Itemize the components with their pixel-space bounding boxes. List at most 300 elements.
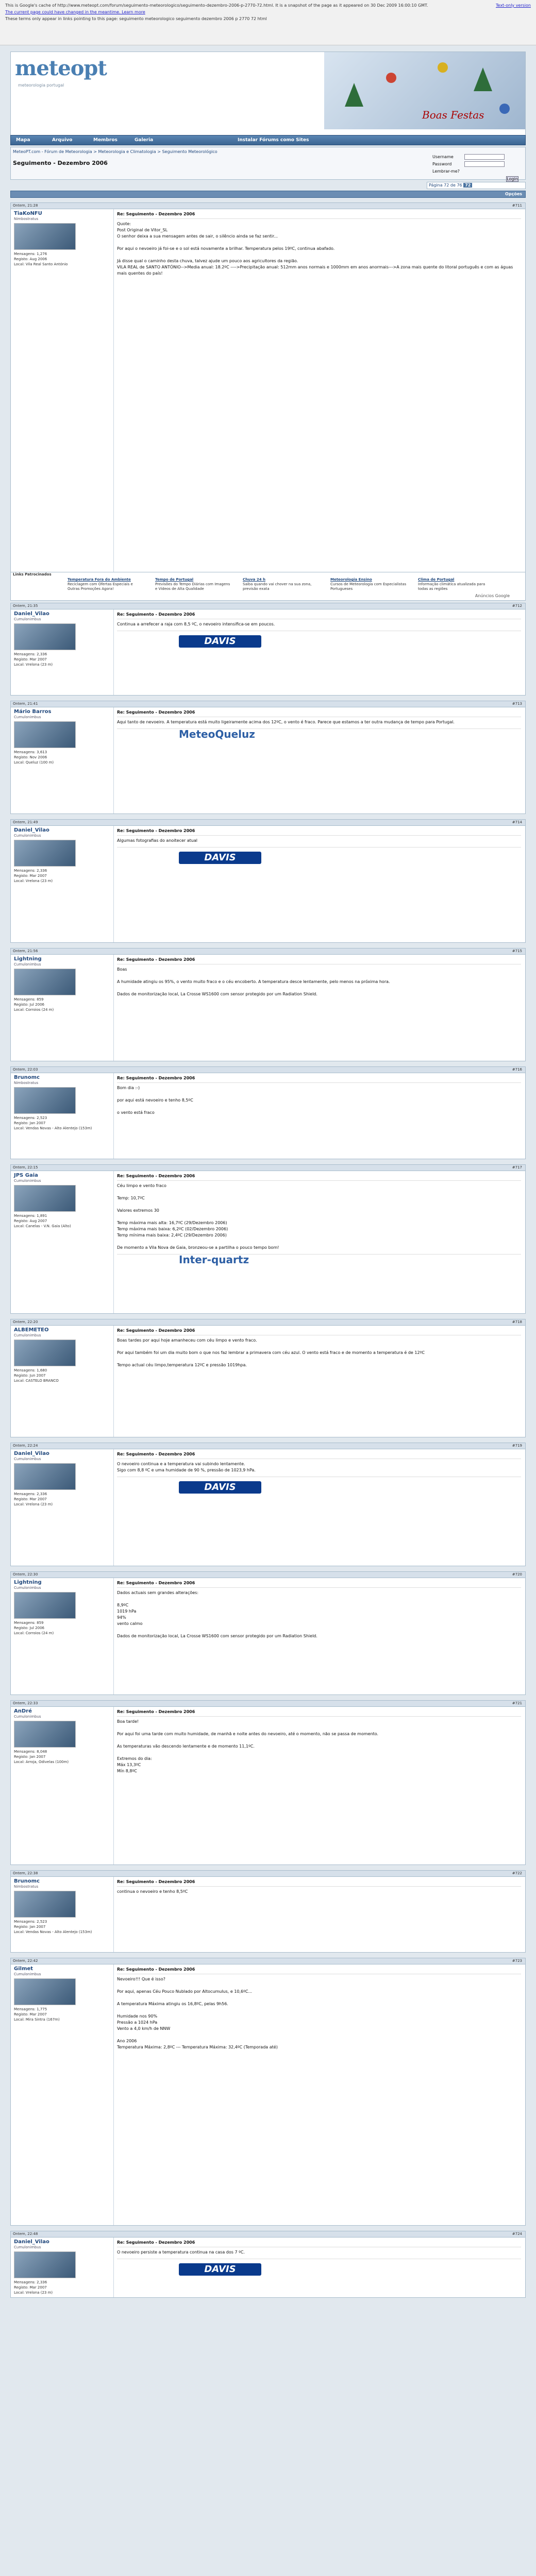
author-reg: Registo: Mar 2007 <box>14 657 47 662</box>
post-line: Pressão a 1024 hPa <box>117 2020 158 2025</box>
author-avatar <box>14 1978 76 2005</box>
post-header <box>11 1165 525 1171</box>
ad-cell[interactable] <box>330 578 408 591</box>
post-line: Bom dia :-) <box>117 1086 140 1090</box>
author-loc: Local: Canelas - V.N. Gaia (Alto) <box>14 1224 71 1228</box>
post-title: Re: Seguimento - Dezembro 2006 <box>117 709 521 717</box>
post-body <box>117 1709 521 1774</box>
post-line: Algumas fotografias do anoitecer atual <box>117 838 197 843</box>
author-reg: Registo: Jul 2006 <box>14 1626 44 1630</box>
author-reg: Registo: Aug 2006 <box>14 257 47 261</box>
username-input[interactable] <box>464 154 505 160</box>
post-number[interactable]: #714 <box>512 820 522 824</box>
post-body <box>117 612 521 648</box>
ad-title[interactable]: Meteorologia Ensino <box>330 578 372 582</box>
page-count: Página 72 de 76 <box>429 183 462 188</box>
author-reg: Registo: Jan 2007 <box>14 1755 46 1759</box>
ad-cell[interactable] <box>243 578 320 591</box>
author-avatar <box>14 721 76 748</box>
top-navbar <box>10 135 526 145</box>
post-line: Aqui tanto de nevoeiro. A temperatura está muito ligeiramente acima dos 12ºC, o vento é fraco. Parece que estamos a ter outra mudança de tempo para Portugal. <box>117 720 455 724</box>
author-reg: Registo: Nov 2006 <box>14 755 47 759</box>
post-author-panel <box>11 826 114 942</box>
post-line: Boas <box>117 967 127 972</box>
post-line: o vento está fraco <box>117 1110 155 1115</box>
post <box>10 1066 526 1159</box>
author-avatar <box>14 1592 76 1619</box>
author-rank: Cumulonimbus <box>14 1179 41 1183</box>
pagination-top <box>427 182 526 189</box>
post-number[interactable]: #724 <box>512 2232 522 2236</box>
author-reg: Registo: Mar 2007 <box>14 2285 47 2290</box>
password-input[interactable] <box>464 161 505 167</box>
post-line: Já disse qual o caminho desta chuva, talvez ajude um pouco aos agricultores da região. <box>117 259 298 263</box>
author-reg: Registo: Jul 2006 <box>14 1003 44 1007</box>
post-line: O nevoeiro continua e a temperatura vai subindo lentamente. <box>117 1462 245 1466</box>
ad-text: Informação climática atualizada para todas as regiões <box>418 582 485 591</box>
post-title: Re: Seguimento - Dezembro 2006 <box>117 1075 521 1083</box>
post-line <box>117 1344 521 1350</box>
signature <box>117 1254 521 1265</box>
post-line: Continua a arrefecer a raja com 8,5 ºC, o nevoeiro intensifica-se em poucos. <box>117 622 275 626</box>
post-date: Ontem, 22:33 <box>13 1701 38 1705</box>
post-title: Re: Seguimento - Dezembro 2006 <box>117 612 521 619</box>
author-name[interactable]: Brunomc <box>14 1075 40 1080</box>
author-avatar <box>14 1721 76 1748</box>
logo-title: meteopt <box>15 56 107 80</box>
author-avatar <box>14 1185 76 1212</box>
page-current: 72 <box>463 183 472 188</box>
tree-shape <box>345 83 363 107</box>
post <box>10 1870 526 1953</box>
post-line: As temperaturas vão descendo lentamente e de momento 11,1ºC. <box>117 1744 255 1749</box>
post-number[interactable]: #721 <box>512 1701 522 1705</box>
author-rank: Cumulonimbus <box>14 1457 41 1461</box>
post <box>10 202 526 589</box>
post-line <box>117 1104 521 1110</box>
cache-line-2[interactable]: The current page could have changed in the meantime. Learn more <box>5 10 145 14</box>
login-form <box>432 154 520 181</box>
post-title: Re: Seguimento - Dezembro 2006 <box>117 1451 521 1459</box>
site-logo[interactable] <box>15 56 144 92</box>
post-line: Por aqui também foi um dia muito bom o que nos faz lembrar a primavera com céu azul. O vento está fraco e de momento a temperatura é de 12ºC <box>117 1350 425 1355</box>
post-line: Quote: <box>117 222 131 226</box>
post-line: Temp máxima mais alta: 16,7ºC (29/Dezembro 2006) <box>117 1221 227 1225</box>
post-line: por aqui está nevoeiro e tenho 8,5ºC <box>117 1098 193 1103</box>
post-line: Nevoeiro!!! Que é isso? <box>117 1977 165 1981</box>
xmas-banner-image <box>324 52 525 129</box>
author-name[interactable]: AnDré <box>14 1708 32 1714</box>
post-line: Valores extremos 30 <box>117 1208 159 1213</box>
login-button[interactable]: Login <box>507 177 518 181</box>
post-number[interactable]: #717 <box>512 1165 522 1170</box>
post-body <box>117 1967 521 2050</box>
post-body <box>117 2240 521 2276</box>
author-msgs: Mensagens: 2,523 <box>14 1116 47 1120</box>
author-reg: Registo: Mar 2007 <box>14 2012 47 2016</box>
cache-line-3: These terms only appear in links pointing to this page: seguimento meteorologico seguimento dezembro 2006 p 2770 72 html <box>5 16 267 21</box>
sponsored-links <box>10 572 526 601</box>
author-loc: Local: Corroios (24 m) <box>14 1008 54 1012</box>
post-line <box>117 1750 521 1756</box>
author-name[interactable]: ALBEMETEO <box>14 1327 49 1333</box>
author-name[interactable]: Daniel_Vilao <box>14 827 49 833</box>
post-date: Ontem, 21:41 <box>13 702 38 706</box>
author-name[interactable]: Lightning <box>14 1580 42 1585</box>
post-author-panel <box>11 1578 114 1694</box>
author-avatar <box>14 223 76 250</box>
ad-title[interactable]: Tempo de Portugal <box>155 578 194 582</box>
post-body <box>117 211 521 277</box>
post-number[interactable]: #718 <box>512 1320 522 1324</box>
post-date: Ontem, 22:30 <box>13 1572 38 1577</box>
post-date: Ontem, 22:15 <box>13 1165 38 1170</box>
author-rank: Cumulonimbus <box>14 2245 41 2249</box>
post <box>10 1571 526 1695</box>
author-loc: Local: Vila Real Santo António <box>14 262 68 266</box>
author-rank: Cumulonimbus <box>14 962 41 967</box>
post-header <box>11 1067 525 1073</box>
post-line: Dados actuais sem grandes alterações: <box>117 1590 199 1595</box>
author-msgs: Mensagens: 2,336 <box>14 1492 47 1496</box>
post-header <box>11 1701 525 1707</box>
post-date: Ontem, 21:28 <box>13 204 38 208</box>
post-header <box>11 1572 525 1578</box>
post-line <box>117 1201 521 1208</box>
ad-text: Previsões do Tempo Diárias com Imagens e Vídeos de Alta Qualidade <box>155 582 230 591</box>
ads-google-label: Anúncios Google <box>475 594 510 598</box>
post <box>10 819 526 943</box>
author-loc: Local: Vrelona (23 m) <box>14 1502 53 1506</box>
davis-logo: DAVIS <box>179 2263 261 2276</box>
google-cache-banner <box>0 0 536 45</box>
post-line: 1019 hPa <box>117 1609 137 1614</box>
author-msgs: Mensagens: 8,048 <box>14 1750 47 1754</box>
author-name[interactable]: Lightning <box>14 956 42 962</box>
password-label: Password <box>432 162 452 166</box>
signature <box>117 847 521 864</box>
davis-logo: DAVIS <box>179 635 261 648</box>
author-avatar <box>14 840 76 867</box>
ornament-shape <box>438 62 448 73</box>
signature <box>117 2259 521 2276</box>
author-loc: Local: CASTELO BRANCO <box>14 1379 59 1383</box>
post-line: Temp mínima mais baixa: 2,4ºC (29/Dezembro 2006) <box>117 1233 227 1238</box>
ad-title[interactable]: Chuva 24 h <box>243 578 265 582</box>
author-avatar <box>14 1463 76 1490</box>
post-header <box>11 203 525 209</box>
post-date: Ontem, 22:03 <box>13 1067 38 1072</box>
post-line <box>117 1982 521 1989</box>
author-msgs: Mensagens: 2,336 <box>14 652 47 656</box>
remember-checkbox-label[interactable]: Lembrar-me? <box>432 169 460 174</box>
post-date: Ontem, 22:42 <box>13 1959 38 1963</box>
author-msgs: Mensagens: 1,680 <box>14 1368 47 1372</box>
signature-text: MeteoQueluz <box>179 728 255 740</box>
post-line <box>117 1737 521 1743</box>
post-author-panel <box>11 2238 114 2297</box>
post <box>10 603 526 696</box>
post-line <box>117 1214 521 1220</box>
post <box>10 1443 526 1566</box>
nav-instalar[interactable]: Instalar Fórums como Sites <box>238 138 309 143</box>
nav-membros[interactable]: Membros <box>93 138 118 143</box>
post-number[interactable]: #715 <box>512 949 522 953</box>
post-title: Re: Seguimento - Dezembro 2006 <box>117 1709 521 1717</box>
post-line: 8,9ºC <box>117 1603 129 1607</box>
post-number[interactable]: #719 <box>512 1444 522 1448</box>
post-date: Ontem, 22:24 <box>13 1444 38 1448</box>
post-line <box>117 973 521 979</box>
post-author-panel <box>11 707 114 814</box>
author-rank: Nimbostratus <box>14 1885 39 1889</box>
post-body <box>117 1328 521 1368</box>
post-line: VILA REAL de SANTO ANTÓNIO-->Media anual: 18.2ºC ---->Precipitação anual: 512mm anos normais e 1000mm em anos anormais--->A zona mais quente do litoral português e com as águas mais quentes do país! <box>117 265 513 276</box>
breadcrumb[interactable]: MeteoPT.com - Fórum de Meteorologia > Meteorologia e Climatologia > Seguimento Meteorológico <box>13 149 217 154</box>
author-msgs: Mensagens: 1,891 <box>14 1214 47 1218</box>
author-avatar <box>14 1891 76 1918</box>
post-header <box>11 948 525 955</box>
author-msgs: Mensagens: 859 <box>14 997 44 1002</box>
breadcrumb-panel <box>10 147 526 180</box>
username-label: Username <box>432 155 454 159</box>
post-author-panel <box>11 1073 114 1159</box>
author-avatar <box>14 1087 76 1114</box>
page-title: Seguimento - Dezembro 2006 <box>13 160 108 166</box>
signature <box>117 631 521 648</box>
post <box>10 1958 526 2226</box>
post-header <box>11 1871 525 1877</box>
post-line: Post Original de Vitor_SL <box>117 228 168 232</box>
post-line: vento calmo <box>117 1621 143 1626</box>
author-msgs: Mensagens: 1,775 <box>14 2007 47 2011</box>
post-line: De momento a Vila Nova de Gaia, bronzeou-se a partilha o pouco tempo bom! <box>117 1245 279 1250</box>
signature-text: Inter-quartz <box>179 1253 249 1266</box>
post-date: Ontem, 22:20 <box>13 1320 38 1324</box>
post-author-panel <box>11 1449 114 1566</box>
post-line: Mín 8,8ºC <box>117 1769 137 1773</box>
ad-cell[interactable] <box>68 578 145 591</box>
author-rank: Cumulonimbus <box>14 1972 41 1976</box>
post-line: Humidade nos 90% <box>117 2014 158 2019</box>
post-date: Ontem, 22:38 <box>13 1871 38 1875</box>
post-line: Dados de monitorização local, La Crosse WS1600 com sensor protegido por um Radiation Shield. <box>117 992 317 996</box>
ad-cell[interactable] <box>155 578 232 591</box>
post-line <box>117 1725 521 1731</box>
site-header <box>10 52 526 143</box>
post-number[interactable]: #722 <box>512 1871 522 1875</box>
davis-logo: DAVIS <box>179 852 261 864</box>
author-loc: Local: Arroja, Odivelas (100m) <box>14 1760 69 1764</box>
post-title: Re: Seguimento - Dezembro 2006 <box>117 957 521 964</box>
post-line <box>117 2007 521 2013</box>
author-name[interactable]: JPS Gaia <box>14 1173 38 1178</box>
author-msgs: Mensagens: 859 <box>14 1621 44 1625</box>
post-number[interactable]: #723 <box>512 1959 522 1963</box>
author-rank: Cumulonimbus <box>14 1715 41 1719</box>
author-reg: Registo: Mar 2007 <box>14 874 47 878</box>
author-msgs: Mensagens: 2,523 <box>14 1920 47 1924</box>
ad-title[interactable]: Clima de Portugal <box>418 578 455 582</box>
post-title: Re: Seguimento - Dezembro 2006 <box>117 1173 521 1181</box>
post-author-panel <box>11 955 114 1061</box>
ads-title: Links Patrocinados <box>13 572 52 577</box>
post-author-panel <box>11 1964 114 2225</box>
post-line: Ano 2006 <box>117 2039 137 2043</box>
post-line: Tempo actual céu limpo,temperatura 12ºC e pressão 1019hpa. <box>117 1363 247 1367</box>
post <box>10 1164 526 1314</box>
post-line: Por aqui, apenas Céu Pouco Nublado por Altocumulus, e 10,6ºC... <box>117 1989 253 1994</box>
xmas-greeting: Boas Festas <box>422 109 484 121</box>
author-msgs: Mensagens: 2,336 <box>14 2280 47 2284</box>
post-line: Vento a 4,0 km/h de NNW <box>117 2026 171 2031</box>
author-avatar <box>14 2251 76 2278</box>
post-title: Re: Seguimento - Dezembro 2006 <box>117 1879 521 1887</box>
post-body <box>117 1879 521 1895</box>
post-author-panel <box>11 1877 114 1952</box>
post-line <box>117 1091 521 1097</box>
author-rank: Nimbostratus <box>14 217 39 221</box>
post-number[interactable]: #712 <box>512 604 522 608</box>
ad-cell[interactable] <box>418 578 495 591</box>
author-reg: Registo: Jun 2007 <box>14 1374 46 1378</box>
post-line: continua o nevoeiro e tenho 8,5ºC <box>117 1889 188 1894</box>
post <box>10 1700 526 1865</box>
text-only-link[interactable]: Text-only version <box>496 3 531 8</box>
post-number[interactable]: #716 <box>512 1067 522 1072</box>
ad-text: Cursos de Meteorologia com Especialistas Portugueses <box>330 582 407 591</box>
author-name[interactable]: TiaKoNFU <box>14 211 42 216</box>
post <box>10 2231 526 2298</box>
author-name[interactable]: Gilmet <box>14 1966 34 1972</box>
post-body <box>117 957 521 997</box>
author-msgs: Mensagens: 3,613 <box>14 750 47 754</box>
post-line: Boas tardes por aqui hoje amanheceu com céu limpo e vento fraco. <box>117 1338 257 1343</box>
post-line: A temperatura Máxima atingiu os 16,8ºC, pelas 9h56. <box>117 2002 228 2006</box>
post-number[interactable]: #711 <box>512 204 522 208</box>
post-line: Máx 13,3ºC <box>117 1762 141 1767</box>
post-line: Extremos do dia: <box>117 1756 152 1761</box>
post-line: Dados de monitorização local, La Crosse WS1600 com sensor protegido por um Radiation Shield. <box>117 1634 317 1638</box>
davis-logo: DAVIS <box>179 1481 261 1494</box>
post-date: Ontem, 21:35 <box>13 604 38 608</box>
post-author-panel <box>11 1326 114 1437</box>
post-title: Re: Seguimento - Dezembro 2006 <box>117 211 521 219</box>
author-avatar <box>14 969 76 995</box>
ad-text: Saiba quando vai chover na sua zona, previsão exata <box>243 582 312 591</box>
post-line: Por aqui o nevoeiro já foi-se e o sol está novamente a brilhar. Temperatura pelos 19ºC, continua abafado. <box>117 246 335 251</box>
author-loc: Local: Mira Sintra (167m) <box>14 2018 60 2022</box>
post-title: Re: Seguimento - Dezembro 2006 <box>117 1967 521 1974</box>
post-line <box>117 1239 521 1245</box>
author-reg: Registo: Aug 2007 <box>14 1219 47 1223</box>
post-line: Temp: 10,7ºC <box>117 1196 145 1200</box>
author-name[interactable]: Daniel_Vilao <box>14 1451 49 1456</box>
post-line: Sigo com 8,8 ºC e uma humidade de 90 %, pressão de 1023,9 hPa. <box>117 1468 256 1472</box>
post-line <box>117 252 521 258</box>
author-reg: Registo: Jan 2007 <box>14 1121 46 1125</box>
post-number[interactable]: #713 <box>512 702 522 706</box>
post-header <box>11 1958 525 1964</box>
author-name[interactable]: Mário Barros <box>14 709 52 715</box>
post-author-panel <box>11 1171 114 1313</box>
post-line: O nevoeiro persiste a temperatura continua na casa dos 7 ºC. <box>117 2250 245 2255</box>
author-rank: Cumulonimbus <box>14 617 41 621</box>
ad-text: Reciclagem com Ofertas Especiais e Outras Promoções Agora! <box>68 582 133 591</box>
author-reg: Registo: Mar 2007 <box>14 1497 47 1501</box>
logo-subtitle: meteorologia portugal <box>18 83 64 88</box>
cache-line-1: This is Google's cache of http://www.meteopt.com/forum/seguimento-meteorologico/seguimento-dezembro-2006-p-2770-72.html. It is a snapshot of the page as it appeared on 30 Dec 2009 16:00:10 GMT. <box>5 3 428 8</box>
post-line: Temp máxima mais baixa: 6,2ºC (02/Dezembro 2006) <box>117 1227 228 1231</box>
post-title: Re: Seguimento - Dezembro 2006 <box>117 828 521 836</box>
author-name[interactable]: Daniel_Vilao <box>14 611 49 617</box>
post-line <box>117 1995 521 2001</box>
post-body <box>117 709 521 740</box>
author-reg: Registo: Jan 2007 <box>14 1925 46 1929</box>
author-rank: Cumulonimbus <box>14 1333 41 1337</box>
ornament-shape <box>386 73 396 83</box>
author-loc: Local: Vrelona (23 m) <box>14 663 53 667</box>
nav-mapa[interactable]: Mapa <box>16 138 30 143</box>
post-line: Boa tarde! <box>117 1719 139 1724</box>
author-loc: Local: Vendas Novas - Alto Alentejo (153m) <box>14 1126 92 1130</box>
post-line: A humidade atingiu os 95%, o vento muito fraco e o céu encoberto. A temperatura desce lentamente, pelo menos na próxima hora. <box>117 979 390 984</box>
author-name[interactable]: Daniel_Vilao <box>14 2239 49 2245</box>
thread-options[interactable]: Opções <box>505 192 522 196</box>
post-header <box>11 2231 525 2238</box>
post-date: Ontem, 22:48 <box>13 2232 38 2236</box>
post-body <box>117 1075 521 1116</box>
signature <box>117 1477 521 1494</box>
author-rank: Cumulonimbus <box>14 1586 41 1590</box>
post <box>10 1319 526 1437</box>
post-author-panel <box>11 209 114 588</box>
post-line: Por aqui foi uma tarde com muito humidade, de manhã e noite antes do nevoeiro, até o momento, não se passa de momento. <box>117 1732 379 1736</box>
post-title: Re: Seguimento - Dezembro 2006 <box>117 1580 521 1588</box>
post-author-panel <box>11 609 114 695</box>
post-line: O senhor deixa a sua mensagem antes de sair, o silêncio ainda se faz sentir... <box>117 234 278 239</box>
post-line <box>117 1189 521 1195</box>
post-body <box>117 828 521 864</box>
thread-toolbar <box>10 191 526 198</box>
post-date: Ontem, 21:56 <box>13 949 38 953</box>
post-line <box>117 240 521 246</box>
author-loc: Local: Queluz (100 m) <box>14 760 54 765</box>
author-name[interactable]: Brunomc <box>14 1878 40 1884</box>
post-line <box>117 1596 521 1602</box>
post-line <box>117 1627 521 1633</box>
author-loc: Local: Vrelona (23 m) <box>14 2291 53 2295</box>
author-loc: Local: Corroios (24 m) <box>14 1631 54 1635</box>
ornament-shape <box>499 104 510 114</box>
post <box>10 948 526 1061</box>
author-rank: Nimbostratus <box>14 1081 39 1085</box>
author-msgs: Mensagens: 1,276 <box>14 252 47 256</box>
tree-shape <box>474 67 492 91</box>
nav-galeria[interactable]: Galeria <box>135 138 154 143</box>
post-title: Re: Seguimento - Dezembro 2006 <box>117 2240 521 2247</box>
author-loc: Local: Vrelona (23 m) <box>14 879 53 883</box>
post-line: Céu limpo e vento fraco <box>117 1183 166 1188</box>
post-line <box>117 1356 521 1362</box>
post-number[interactable]: #720 <box>512 1572 522 1577</box>
nav-arquivo[interactable]: Arquivo <box>52 138 73 143</box>
post-body <box>117 1580 521 1639</box>
author-loc: Local: Vendas Novas - Alto Alentejo (153m) <box>14 1930 92 1934</box>
ad-title[interactable]: Temperatura Fora do Ambiente <box>68 578 131 582</box>
post-header <box>11 701 525 707</box>
author-rank: Cumulonimbus <box>14 715 41 719</box>
